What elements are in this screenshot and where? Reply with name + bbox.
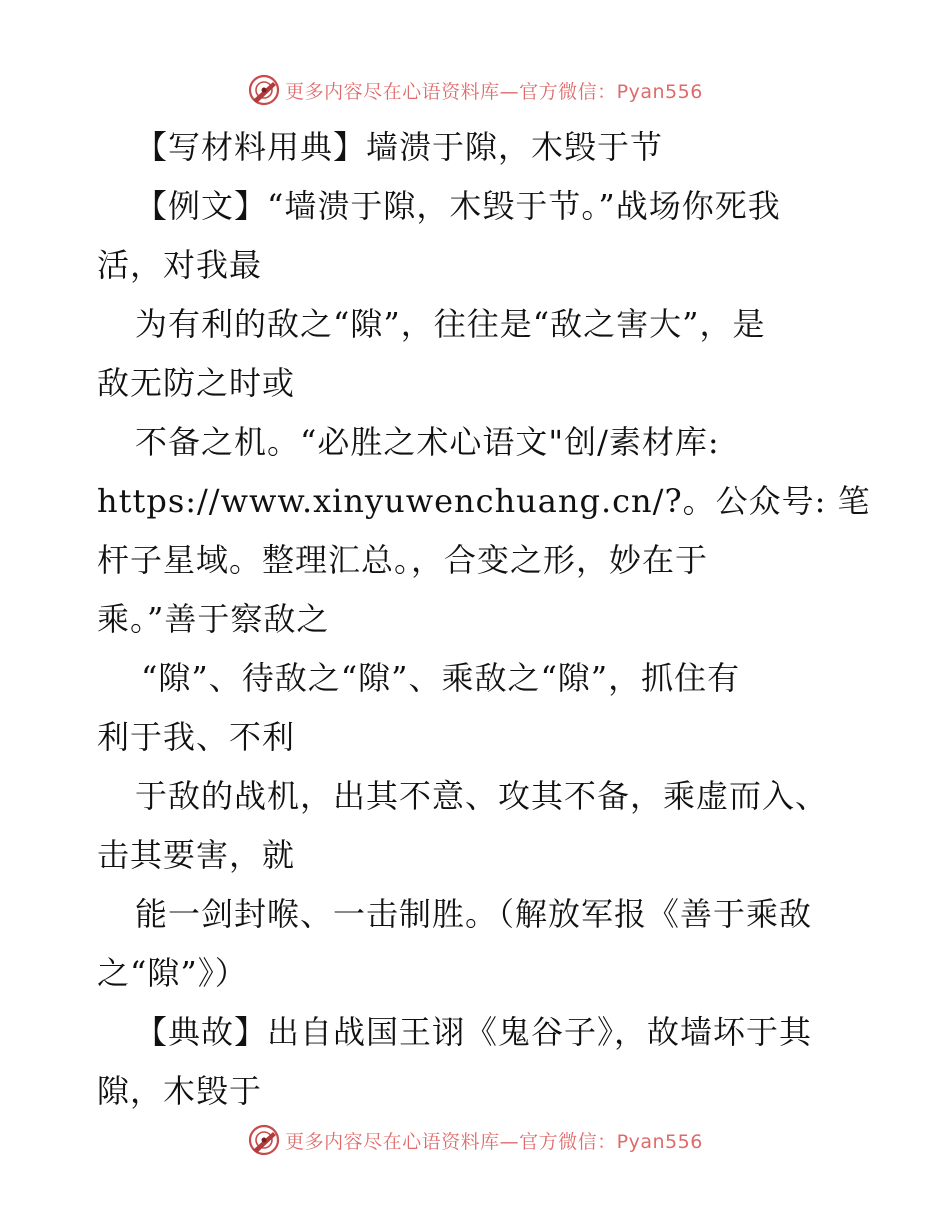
text-line: 【例文】“墙溃于隙，木毁于节。”战场你死我 bbox=[135, 187, 781, 225]
text-line: 杆子星域。整理汇总。，合变之形，妙在于 bbox=[97, 541, 709, 579]
text-line: 能一剑封喉、一击制胜。（解放军报《善于乘敌 bbox=[135, 895, 813, 933]
text-line: 于敌的战机，出其不意、攻其不备，乘虚而入、 bbox=[135, 777, 829, 815]
text-line: 【写材料用典】墙溃于隙，木毁于节 bbox=[135, 128, 664, 166]
text-line: https://www.xinyuwenchuang.cn/?。公众号: 笔 bbox=[97, 482, 871, 520]
text-line: 为有利的敌之“隙”，往往是“敌之害大”，是 bbox=[135, 305, 766, 343]
header-watermark bbox=[0, 70, 950, 110]
watermark-text: 更多内容尽在心语资料库—官方微信：Pyan556 bbox=[285, 1130, 703, 1153]
text-line: 利于我、不利 bbox=[97, 718, 296, 756]
text-line: 活，对我最 bbox=[97, 246, 263, 284]
footer-watermark bbox=[0, 1120, 950, 1160]
text-line: 击其要害，就 bbox=[97, 836, 296, 874]
text-line: 敌无防之时或 bbox=[97, 364, 296, 402]
text-line: 乘。”善于察敌之 bbox=[97, 600, 330, 638]
text-line: 【典故】出自战国王诩《鬼谷子》，故墙坏于其 bbox=[135, 1013, 813, 1051]
watermark-text: 更多内容尽在心语资料库—官方微信：Pyan556 bbox=[285, 80, 703, 103]
text-line: 之“隙”》） bbox=[97, 954, 248, 992]
text-line: 不备之机。“必胜之术心语文"创/素材库: bbox=[135, 423, 720, 461]
brand-logo-icon bbox=[247, 73, 281, 107]
text-line: 隙，木毁于 bbox=[97, 1072, 263, 1110]
text-line: “隙”、待敌之“隙”、乘敌之“隙”，抓住有 bbox=[141, 659, 741, 697]
brand-logo-icon bbox=[247, 1123, 281, 1157]
document-body bbox=[97, 118, 871, 1121]
